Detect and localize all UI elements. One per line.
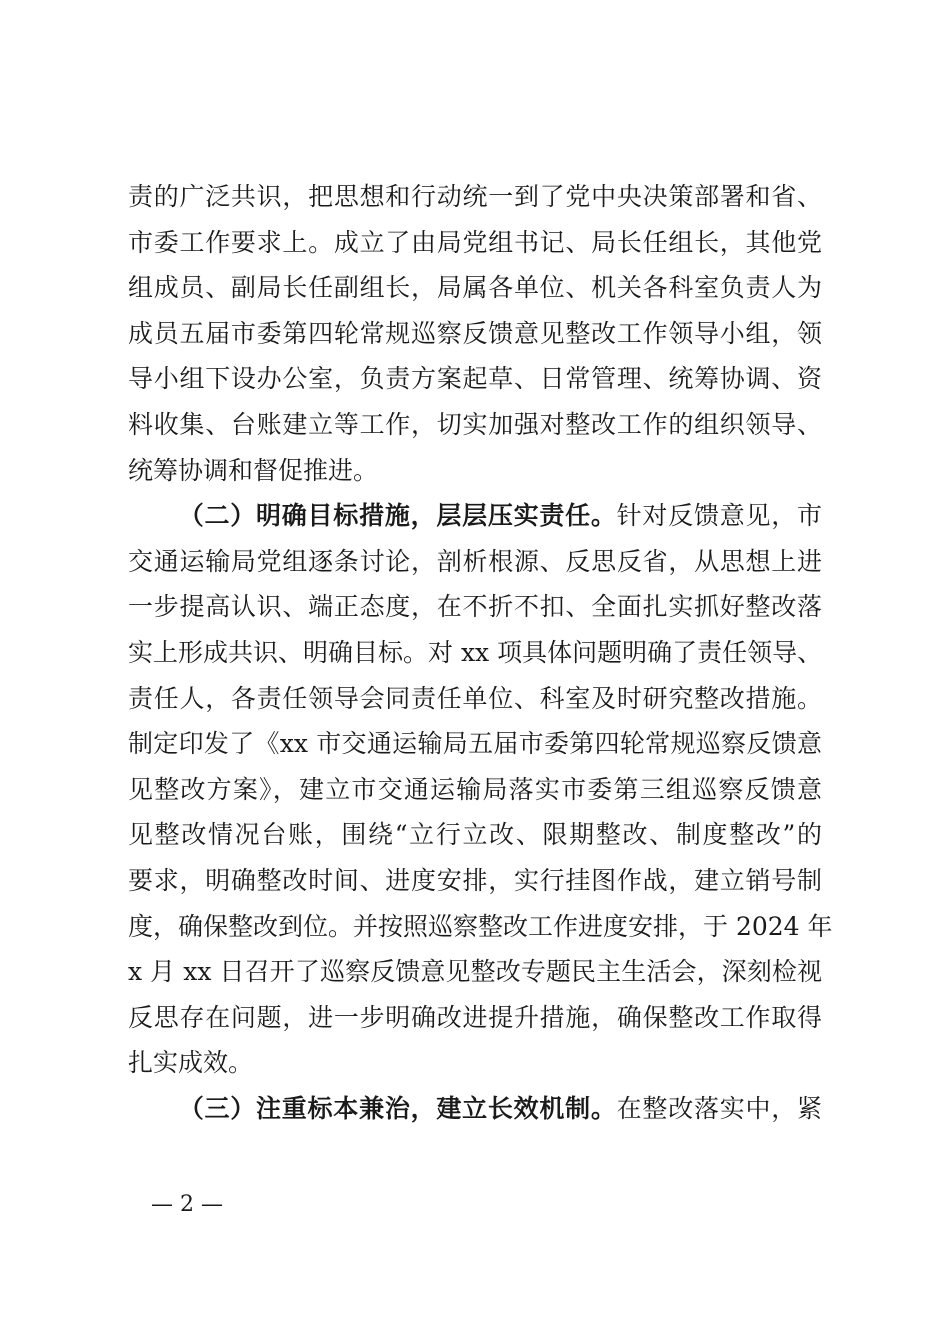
section-3-heading: （三）注重标本兼治，建立长效机制。 — [178, 1093, 617, 1123]
page-number: — 2 — — [151, 1192, 223, 1217]
paragraph-line: 度，确保整改到位。并按照巡察整改工作进度安排，于 2024 年 — [128, 911, 833, 941]
paragraph-line: 成员五届市委第四轮常规巡察反馈意见整改工作领导小组，领 — [128, 318, 822, 348]
paragraph-line: 交通运输局党组逐条讨论，剖析根源、反思反省，从思想上进 — [128, 546, 822, 576]
paragraph-line: 责的广泛共识，把思想和行动统一到了党中央决策部署和省、 — [128, 182, 822, 211]
section-3-first-line-text: 在整改落实中，紧 — [616, 1093, 822, 1123]
paragraph-line: 实上形成共识、明确目标。对 xx 项具体问题明确了责任领导、 — [128, 637, 823, 667]
paragraph-line: 见整改情况台账，围绕“立行立改、限期整改、制度整改”的 — [128, 820, 822, 850]
paragraph-line: 市委工作要求上。成立了由局党组书记、局长任组长，其他党 — [128, 227, 822, 257]
paragraph-line: 责任人，各责任领导会同责任单位、科室及时研究整改措施。 — [128, 683, 822, 713]
paragraph-line: 一步提高认识、端正态度，在不折不扣、全面扎实抓好整改落 — [128, 592, 822, 622]
section-2-first-line — [128, 493, 822, 539]
section-3-first-line — [128, 1086, 822, 1132]
paragraph-line: 扎实成效。 — [128, 1048, 254, 1078]
paragraph-line: 导小组下设办公室，负责方案起草、日常管理、统筹协调、资 — [128, 364, 822, 394]
document-body — [128, 174, 833, 1131]
section-2-heading: （二）明确目标措施，层层压实责任。 — [178, 501, 617, 531]
paragraph-line: 统筹协调和督促推进。 — [128, 455, 379, 485]
paragraph-line: 反思存在问题，进一步明确改进提升措施，确保整改工作取得 — [128, 1002, 822, 1032]
paragraph-line: 要求，明确整改时间、进度安排，实行挂图作战，建立销号制 — [128, 865, 822, 895]
paragraph-line: 制定印发了《xx 市交通运输局五届市委第四轮常规巡察反馈意 — [128, 729, 822, 759]
paragraph-line: 料收集、台账建立等工作，切实加强对整改工作的组织领导、 — [128, 409, 822, 439]
section-2-first-line-text: 针对反馈意见，市 — [616, 501, 822, 531]
paragraph-line: x 月 xx 日召开了巡察反馈意见整改专题民主生活会，深刻检视 — [128, 957, 822, 987]
paragraph-line: 组成员、副局长任副组长，局属各单位、机关各科室负责人为 — [128, 273, 822, 303]
paragraph-line: 见整改方案》，建立市交通运输局落实市委第三组巡察反馈意 — [128, 774, 822, 804]
